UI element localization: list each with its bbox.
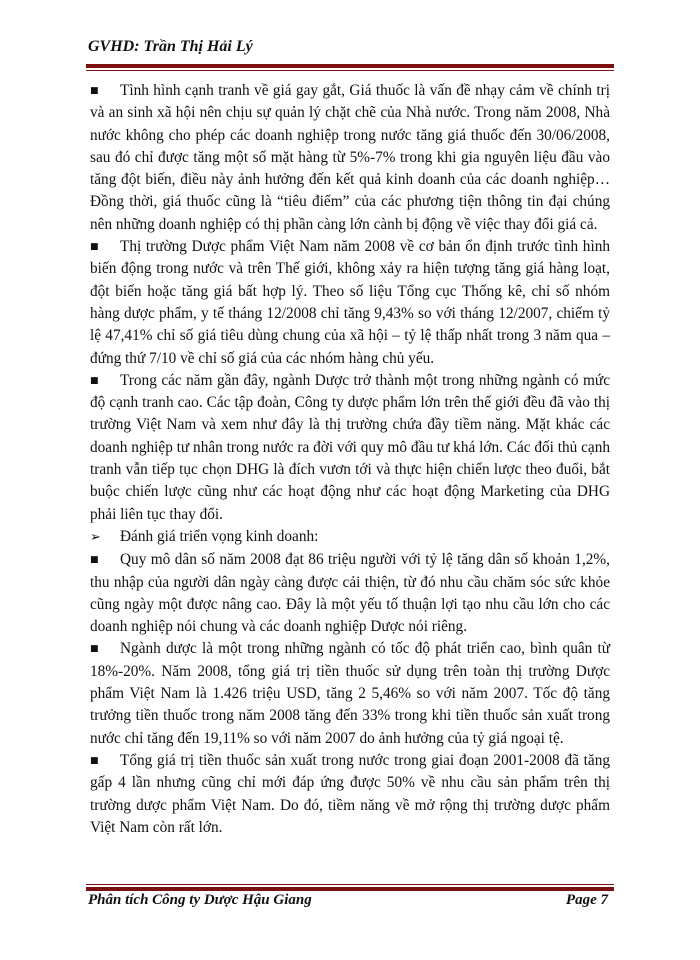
paragraph-text: Tổng giá trị tiền thuốc sản xuất trong nước trong giai đoạn 2001-2008 đã tăng gấp 4 lần nhưng cũng chỉ mới đáp ứng được 50% về nhu cầu sản phẩm trên thị trường dược phẩm Việt Nam. Do đó, tiềm năng về mở rộng thị trường dược phẩm Việt Nam còn rất lớn. xyxy=(90,751,610,836)
bullet-marker: ■ xyxy=(90,242,99,253)
paragraph xyxy=(90,638,610,749)
paragraph-text: Ngành dược là một trong những ngành có tốc độ phát triển cao, bình quân từ 18%-20%. Năm 2008, tổng giá trị tiền thuốc sử dụng trên toàn thị trường Dược phẩm Việt Nam là 1.426 triệu USD, tăng 2 5,46% so với năm 2007. Tốc độ tăng trưởng tiền thuốc trong năm 2008 tăng đến 33% trong khi tiền thuốc sản xuất trong nước chỉ tăng đến 19,11% so với năm 2007 do ảnh hưởng của tỷ giá ngoại tệ. xyxy=(90,640,610,747)
paragraph-text: Tình hình cạnh tranh về giá gay gắt, Giá thuốc là vấn đề nhạy cảm về chính trị và an sinh xã hội nên chịu sự quản lý chặt chẽ của Nhà nước. Trong năm 2008, Nhà nước không cho phép các doanh nghiệp trong nước tăng giá thuốc đến 30/06/2008, sau đó chỉ được tăng một số mặt hàng từ 5%-7% trong khi gia nguyên liệu đầu vào tăng đột biến, điều này ảnh hưởng đến kết quả kinh doanh của các doanh nghiệp…Đồng thời, giá thuốc cũng là “tiêu điểm” của các phương tiện thông tin đại chúng nên những doanh nghiệp có thị phần càng lớn cành bị động về việc thay đổi giá cả. xyxy=(90,82,610,233)
paragraph xyxy=(90,236,610,370)
page-header: GVHD: Trần Thị Hải Lý xyxy=(88,38,253,55)
header-rule xyxy=(86,64,614,71)
document-body xyxy=(90,80,610,839)
paragraph xyxy=(90,750,610,839)
arrow-marker: ➢ xyxy=(90,529,101,545)
bullet-marker: ■ xyxy=(90,375,99,386)
paragraph xyxy=(90,370,610,526)
bullet-marker: ■ xyxy=(90,555,99,566)
section-heading xyxy=(90,526,610,549)
paragraph-text: Thị trường Dược phẩm Việt Nam năm 2008 về cơ bản ổn định trước tình hình biến động trong nước và trên Thế giới, không xảy ra hiện tượng tăng giá hàng loạt, đột biến hoặc tăng giá bất hợp lý. Theo số liệu Tổng cục Thống kê, chỉ số nhóm hàng dược phẩm, y tế tháng 12/2008 chỉ tăng 9,43% so với tháng 12/2007, chiếm tỷ lệ 47,41% chỉ số giá tiêu dùng chung của xã hội – tỷ lệ thấp nhất trong 3 năm qua – đứng thứ 7/10 về chỉ số giá của các nhóm hàng chủ yếu. xyxy=(90,238,610,367)
bullet-marker: ■ xyxy=(90,86,99,96)
bullet-marker: ■ xyxy=(90,755,99,766)
footer-title: Phân tích Công ty Dược Hậu Giang xyxy=(88,892,312,908)
paragraph xyxy=(90,80,610,236)
footer-rule xyxy=(86,884,614,891)
paragraph-text: Quy mô dân số năm 2008 đạt 86 triệu người với tỷ lệ tăng dân số khoản 1,2%, thu nhập của người dân ngày càng được cải thiện, từ đó nhu cầu chăm sóc sức khỏe cũng ngày một được nâng cao. Đây là một yếu tố thuận lợi tạo nhu cầu lớn cho các doanh nghiệp nói chung và các doanh nghiệp Dược nói riêng. xyxy=(90,551,610,636)
page-number: Page 7 xyxy=(565,892,608,908)
paragraph-text: Trong các năm gần đây, ngành Dược trở thành một trong những ngành có mức độ cạnh tranh cao. Các tập đoàn, Công ty dược phẩm lớn trên thế giới đều đã vào thị trường Việt Nam và xem như đây là thị trường chứa đầy tiềm năng. Mặt khác các doanh nghiệp tư nhân trong nước ra đời với quy mô đầu tư khá lớn. Các đối thủ cạnh tranh vẫn tiếp tục chọn DHG là đích vươn tới và thực hiện chiến lược theo đuổi, bắt buộc chiến lược cũng như các hoạt động như các hoạt động Marketing của DHG phải liên tục thay đổi. xyxy=(90,371,610,523)
page-footer xyxy=(88,892,608,909)
heading-text: Đánh giá triển vọng kinh doanh: xyxy=(120,527,319,545)
bullet-marker: ■ xyxy=(90,644,99,655)
paragraph xyxy=(90,549,610,638)
